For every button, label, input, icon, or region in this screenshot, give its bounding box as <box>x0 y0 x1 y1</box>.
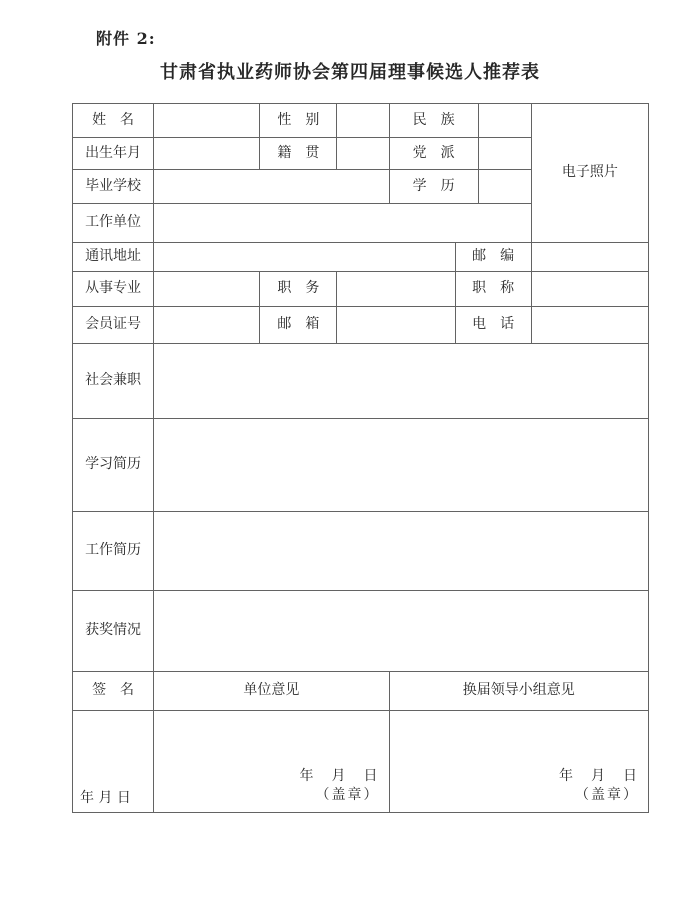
signature-date-label: 年 月 日 <box>80 789 131 806</box>
group-date-label: 年 月 日 <box>559 768 639 784</box>
birth-label: 出生年月 <box>73 138 154 170</box>
name-label: 姓 名 <box>73 104 154 138</box>
work-history-label: 工作简历 <box>73 512 154 591</box>
education-label: 学 历 <box>389 170 478 204</box>
row-awards <box>73 591 649 672</box>
unit-date-label: 年 月 日 <box>299 768 380 784</box>
gender-label: 性 别 <box>260 104 337 138</box>
row-social-posts <box>73 344 649 419</box>
row-name <box>73 104 649 138</box>
group-opinion-field[interactable] <box>389 711 648 813</box>
postcode-label: 邮 编 <box>455 243 531 272</box>
work-history-field[interactable] <box>154 512 649 591</box>
profession-field[interactable] <box>154 272 260 307</box>
email-label: 邮 箱 <box>260 307 337 344</box>
profession-label: 从事专业 <box>73 272 154 307</box>
row-profession <box>73 272 649 307</box>
address-field[interactable] <box>154 243 455 272</box>
employer-field[interactable] <box>154 204 532 243</box>
phone-label: 电 话 <box>455 307 531 344</box>
social-posts-field[interactable] <box>154 344 649 419</box>
native-place-field[interactable] <box>337 138 389 170</box>
prof-title-label: 职 称 <box>455 272 531 307</box>
email-field[interactable] <box>337 307 455 344</box>
row-member-no <box>73 307 649 344</box>
party-label: 党 派 <box>389 138 478 170</box>
address-label: 通讯地址 <box>73 243 154 272</box>
prof-title-field[interactable] <box>531 272 648 307</box>
gender-field[interactable] <box>337 104 389 138</box>
unit-opinion-field[interactable] <box>154 711 389 813</box>
signature-date-cell[interactable] <box>73 711 154 813</box>
social-posts-label: 社会兼职 <box>73 344 154 419</box>
row-opinion-headers <box>73 672 649 711</box>
native-place-label: 籍 贯 <box>260 138 337 170</box>
postcode-field[interactable] <box>531 243 648 272</box>
education-field[interactable] <box>478 170 531 204</box>
awards-field[interactable] <box>154 591 649 672</box>
awards-label: 获奖情况 <box>73 591 154 672</box>
unit-opinion-label: 单位意见 <box>154 672 389 711</box>
member-no-field[interactable] <box>154 307 260 344</box>
group-seal-label: （盖章） <box>575 787 639 803</box>
school-label: 毕业学校 <box>73 170 154 204</box>
study-history-label: 学习简历 <box>73 419 154 512</box>
photo-cell[interactable]: 电子照片 <box>531 104 648 243</box>
unit-seal-label: （盖章） <box>315 787 380 803</box>
member-no-label: 会员证号 <box>73 307 154 344</box>
phone-field[interactable] <box>531 307 648 344</box>
position-label: 职 务 <box>260 272 337 307</box>
signature-label: 签 名 <box>73 672 154 711</box>
attachment-label: 附件 2: <box>96 29 156 48</box>
birth-field[interactable] <box>154 138 260 170</box>
row-signature-seal <box>73 711 649 813</box>
row-address <box>73 243 649 272</box>
page-title: 甘肃省执业药师协会第四届理事候选人推荐表 <box>160 62 540 83</box>
group-opinion-label: 换届领导小组意见 <box>389 672 648 711</box>
position-field[interactable] <box>337 272 455 307</box>
study-history-field[interactable] <box>154 419 649 512</box>
name-field[interactable] <box>154 104 260 138</box>
party-field[interactable] <box>478 138 531 170</box>
row-work-history <box>73 512 649 591</box>
ethnicity-label: 民 族 <box>389 104 478 138</box>
recommendation-form-table <box>72 103 649 813</box>
school-field[interactable] <box>154 170 389 204</box>
row-study-history <box>73 419 649 512</box>
employer-label: 工作单位 <box>73 204 154 243</box>
ethnicity-field[interactable] <box>478 104 531 138</box>
